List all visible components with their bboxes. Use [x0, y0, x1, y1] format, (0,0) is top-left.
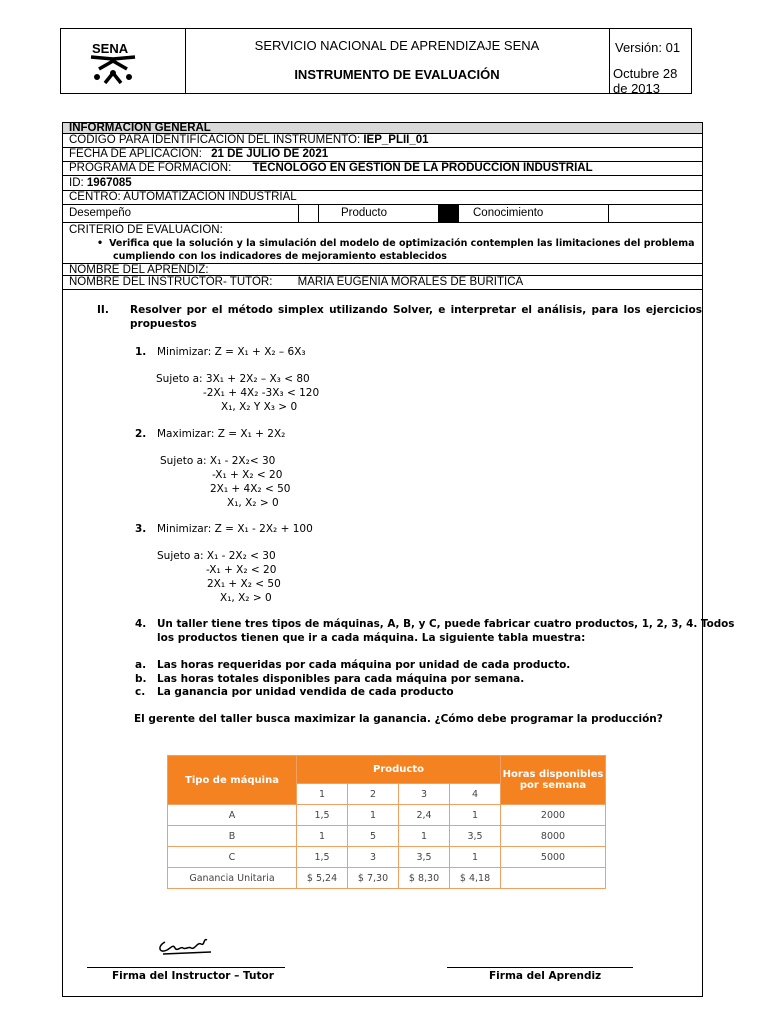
- exercise-4-text: Un taller tiene tres tipos de máquinas, A, B, y C, puede fabricar cuatro productos, 1, 2, 3, 4. Todos: [157, 618, 735, 630]
- exercise-3-constraint: Sujeto a: X₁ - 2X₂ < 30: [157, 550, 276, 562]
- section-text-line-2: propuestos: [130, 318, 197, 330]
- criteria-item-cont: cumpliendo con los indicadores de mejoramiento establecidos: [113, 251, 447, 262]
- item-b-label: b.: [135, 673, 147, 685]
- criteria-item: • Verifica que la solución y la simulación del modelo de optimización contemplen las limitaciones del problema: [97, 238, 695, 249]
- exercise-3-constraint: -X₁ + X₂ < 20: [206, 564, 277, 576]
- section-numeral: II.: [97, 304, 109, 316]
- program-row: [63, 162, 702, 176]
- product-header: 2: [348, 784, 399, 805]
- id-value: 1967085: [86, 177, 132, 189]
- logo-text: SENA: [92, 41, 129, 56]
- producto-checkbox: [439, 205, 459, 222]
- exercise-3-title: Minimizar: Z = X₁ - 2X₂ + 100: [157, 523, 313, 535]
- student-signature-label: Firma del Aprendiz: [489, 970, 602, 982]
- instructor-signature-icon: [155, 934, 215, 958]
- item-c-text: La ganancia por unidad vendida de cada producto: [157, 686, 454, 698]
- desempeno-label: Desempeño: [63, 205, 299, 222]
- header-version-cell: [609, 29, 691, 96]
- conocimiento-label: Conocimiento: [459, 205, 609, 222]
- code-row: [63, 134, 702, 148]
- date-label: FECHA DE APLICACION:: [69, 148, 202, 160]
- exercise-4-number: 4.: [135, 618, 147, 630]
- general-info-table: [62, 122, 703, 290]
- item-b-text: Las horas totales disponibles para cada máquina por semana.: [157, 673, 525, 685]
- exercise-3-constraint: 2X₁ + X₂ < 50: [207, 578, 281, 590]
- instructor-label: NOMBRE DEL INSTRUCTOR- TUTOR:: [69, 276, 273, 288]
- exercise-1-title: Minimizar: Z = X₁ + X₂ – 6X₃: [157, 346, 306, 358]
- exercise-2-constraint: 2X₁ + 4X₂ < 50: [210, 483, 291, 495]
- document-header: [60, 28, 692, 94]
- product-header: 1: [297, 784, 348, 805]
- producto-label: Producto: [319, 205, 439, 222]
- instructor-signature-label: Firma del Instructor – Tutor: [112, 970, 274, 982]
- sena-logo: [61, 29, 186, 93]
- exercise-2-constraint: X₁, X₂ > 0: [227, 497, 279, 509]
- exercise-3-number: 3.: [135, 523, 147, 535]
- exercise-1-constraint: X₁, X₂ Y X₃ > 0: [221, 401, 298, 413]
- exercise-4-text: los productos tienen que ir a cada máquina. La siguiente tabla muestra:: [157, 632, 586, 644]
- date-row: [63, 148, 702, 162]
- item-c-label: c.: [135, 686, 146, 698]
- student-signature-line: [447, 967, 633, 968]
- criteria-row: [63, 223, 702, 264]
- sena-logo-icon: [61, 29, 185, 93]
- item-a-text: Las horas requeridas por cada máquina por unidad de cada producto.: [157, 659, 571, 671]
- product-header: 3: [399, 784, 450, 805]
- criteria-list: [69, 237, 702, 263]
- exercise-1-constraint: -2X₁ + 4X₂ -3X₃ < 120: [203, 387, 320, 399]
- instructor-signature-line: [87, 967, 285, 968]
- instructor-name: MARIA EUGENIA MORALES DE BURITICA: [297, 276, 524, 288]
- code-label: CODIGO PARA IDENTIFICACION DEL INSTRUMENTO:: [69, 134, 361, 146]
- date-value: 21 DE JULIO DE 2021: [211, 148, 329, 160]
- exercise-1-number: 1.: [135, 346, 147, 358]
- exercise-2-number: 2.: [135, 428, 147, 440]
- table-row: C 1,5 3 3,5 1 5000: [168, 847, 606, 868]
- header-title-cell: [185, 29, 610, 93]
- header-product: Producto: [297, 756, 501, 784]
- conocimiento-checkbox: [609, 205, 703, 222]
- exercise-2-constraint: Sujeto a: X₁ - 2X₂< 30: [160, 455, 276, 467]
- exercise-2-constraint: -X₁ + X₂ < 20: [212, 469, 283, 481]
- center-row: CENTRO: AUTOMATIZACION INDUSTRIAL: [63, 191, 702, 205]
- table-row: B 1 5 1 3,5 8000: [168, 826, 606, 847]
- exercise-2-title: Maximizar: Z = X₁ + 2X₂: [157, 428, 286, 440]
- desempeno-checkbox: [299, 205, 319, 222]
- exercise-3-constraint: X₁, X₂ > 0: [220, 592, 272, 604]
- question: El gerente del taller busca maximizar la ganancia. ¿Cómo debe programar la producción?: [134, 713, 663, 725]
- product-header: 4: [450, 784, 501, 805]
- header-machine: Tipo de máquina: [168, 756, 297, 805]
- header-hours: Horas disponibles por semana: [501, 756, 606, 805]
- criteria-label: CRITERIO DE EVALUACION:: [69, 224, 223, 236]
- exercise-1-constraint: Sujeto a: 3X₁ + 2X₂ – X₃ < 80: [156, 373, 310, 385]
- id-row: [63, 176, 702, 191]
- machine-table: [167, 755, 606, 889]
- id-label: ID:: [69, 177, 84, 189]
- item-a-label: a.: [135, 659, 147, 671]
- version: Versión: 01: [615, 40, 681, 55]
- version-date: Octubre 28 de 2013: [613, 66, 678, 96]
- instructor-row: [63, 276, 702, 289]
- profit-row: Ganancia Unitaria $ 5,24 $ 7,30 $ 8,30 $ 4,18: [168, 868, 606, 889]
- info-section-title: INFORMACION GENERAL: [63, 123, 702, 134]
- code-value: IEP_PLII_01: [363, 134, 429, 146]
- section-text-line-1: Resolver por el método simplex utilizando Solver, e interpretar el análisis, para los ejercicios: [130, 304, 702, 316]
- student-row: NOMBRE DEL APRENDIZ:: [63, 264, 702, 276]
- org-name: SERVICIO NACIONAL DE APRENDIZAJE SENA: [254, 38, 540, 53]
- program-label: PROGRAMA DE FORMACION:: [69, 162, 232, 174]
- evaluation-type-row: [63, 205, 702, 223]
- program-value: TECNOLOGO EN GESTION DE LA PRODUCCION INDUSTRIAL: [252, 162, 593, 174]
- table-row: A 1,5 1 2,4 1 2000: [168, 805, 606, 826]
- doc-title: INSTRUMENTO DE EVALUACIÓN: [294, 67, 500, 82]
